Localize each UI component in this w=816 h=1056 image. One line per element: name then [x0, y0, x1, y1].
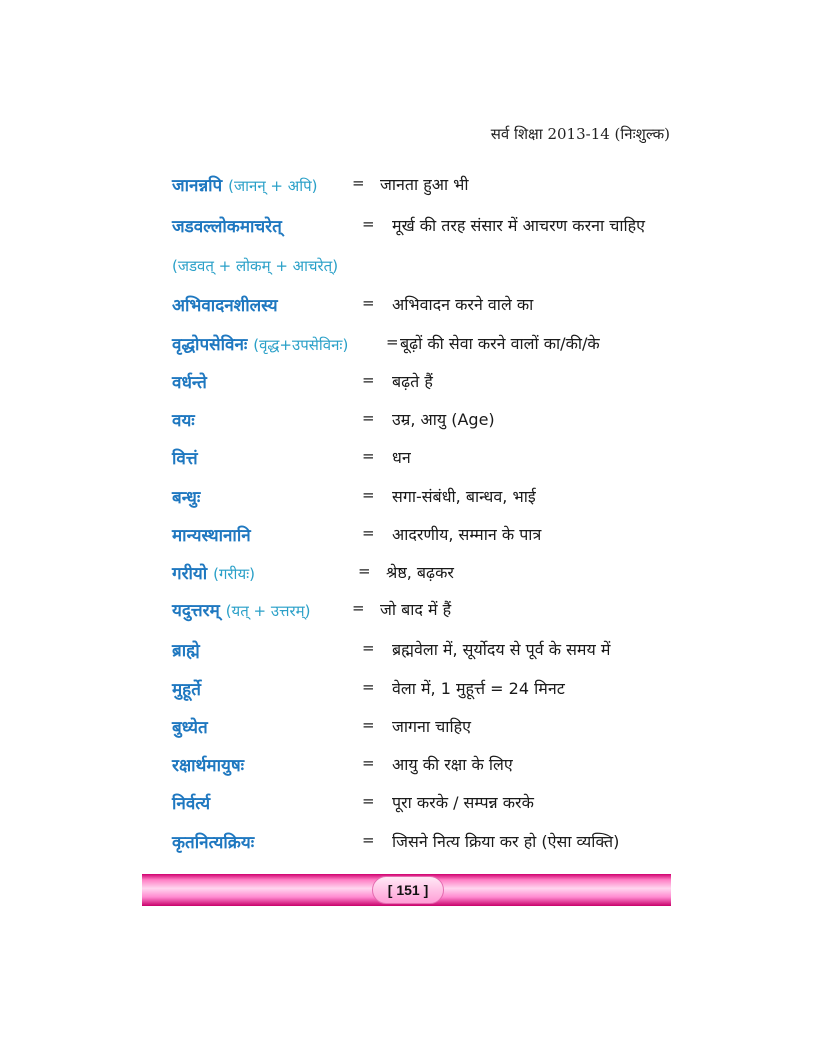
glossary-meaning: जो बाद में हैं: [380, 600, 452, 619]
equals-sign: =: [362, 294, 375, 312]
glossary-term: वयः: [172, 411, 195, 431]
glossary-meaning: उम्र, आयु (Age): [392, 410, 495, 429]
glossary-meaning: अभिवादन करने वाले का: [392, 295, 534, 314]
glossary-term: अभिवादनशीलस्य: [172, 296, 278, 316]
equals-sign: =: [362, 524, 375, 542]
glossary-term: बन्धुः: [172, 488, 201, 508]
glossary-meaning: सगा-संबंधी, बान्धव, भाई: [392, 487, 536, 506]
term-split: (यत् + उत्तरम्): [225, 602, 311, 620]
term-split: (गरीयः): [213, 565, 256, 583]
equals-sign: =: [362, 639, 375, 657]
glossary-meaning: जानता हुआ भी: [380, 175, 469, 194]
glossary-meaning: जागना चाहिए: [392, 717, 471, 736]
glossary-term: रक्षार्थमायुषः: [172, 756, 245, 776]
page-number: [ 151 ]: [372, 876, 444, 904]
equals-sign: =: [352, 599, 365, 617]
equals-sign: =: [362, 831, 375, 849]
glossary-term: निर्वर्त्य: [172, 794, 211, 814]
equals-sign: =: [362, 754, 375, 772]
glossary-term: बुध्येत: [172, 718, 208, 738]
glossary-term: वित्तं: [172, 449, 198, 469]
equals-sign: =: [358, 562, 371, 580]
equals-sign: =: [362, 716, 375, 734]
equals-sign: =: [362, 678, 375, 696]
glossary-meaning: धन: [392, 448, 411, 467]
glossary-meaning: ब्रह्मवेला में, सूर्योदय से पूर्व के समय में: [392, 640, 611, 659]
glossary-meaning: श्रेष्ठ, बढ़कर: [386, 563, 454, 582]
equals-sign: =: [352, 174, 365, 192]
page-header: सर्व शिक्षा 2013-14 (निःशुल्क): [490, 125, 670, 143]
equals-sign: =: [362, 215, 375, 233]
term-split: (वृद्ध+उपसेविनः): [253, 336, 349, 354]
glossary-term: वृद्धोपसेविनः (वृद्ध+उपसेविनः): [172, 335, 349, 355]
glossary-term: गरीयो (गरीयः): [172, 564, 256, 584]
glossary-term: वर्धन्ते: [172, 373, 207, 393]
glossary-meaning: बूढ़ों की सेवा करने वालों का/की/के: [400, 334, 600, 353]
equals-sign: =: [362, 447, 375, 465]
glossary-term: ब्राह्मे: [172, 641, 200, 661]
glossary-term: कृतनित्यक्रियः: [172, 833, 255, 853]
glossary-meaning: मूर्ख की तरह संसार में आचरण करना चाहिए: [392, 216, 646, 235]
glossary-term: मुहूर्ते: [172, 680, 201, 700]
glossary-meaning: जिसने नित्य क्रिया कर हो (ऐसा व्यक्ति): [392, 832, 620, 851]
glossary-meaning: वेला में, 1 मुहूर्त्त = 24 मिनट: [392, 679, 565, 698]
equals-sign: =: [362, 371, 375, 389]
glossary-meaning: पूरा करके / सम्पन्न करके: [392, 793, 534, 812]
term-split-line: (जडवत् + लोकम् + आचरेत्): [172, 257, 339, 275]
glossary-term: जडवल्लोकमाचरेत्: [172, 217, 282, 237]
term-split: (जानन् + अपि): [228, 177, 318, 195]
glossary-term: यदुत्तरम् (यत् + उत्तरम्): [172, 601, 311, 621]
equals-sign: =: [386, 333, 399, 351]
glossary-term: जानन्नपि (जानन् + अपि): [172, 176, 318, 196]
equals-sign: =: [362, 486, 375, 504]
glossary-meaning: बढ़ते हैं: [392, 372, 433, 391]
glossary-meaning: आदरणीय, सम्मान के पात्र: [392, 525, 542, 544]
glossary-meaning: आयु की रक्षा के लिए: [392, 755, 513, 774]
equals-sign: =: [362, 792, 375, 810]
glossary-term: मान्यस्थानानि: [172, 526, 251, 546]
equals-sign: =: [362, 409, 375, 427]
